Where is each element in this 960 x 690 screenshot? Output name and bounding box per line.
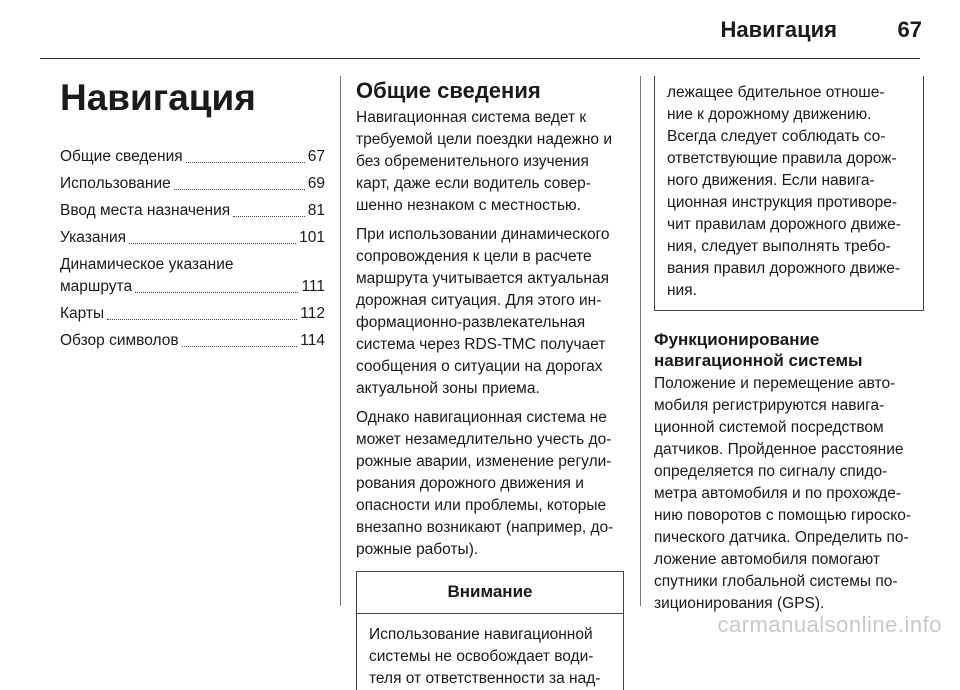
toc-entry[interactable] [60,330,325,352]
toc-label-line1: Динамическое указание [60,256,234,273]
text-column-2 [356,72,624,690]
toc-page: 81 [307,202,325,219]
toc-label: Обзор символов [60,332,179,349]
toc-page: 101 [299,229,325,246]
paragraph: Навигационная система ведет к требуемой цели поездки надежно и без обременительного изучения карт, даже если водитель совер- шенно незнаком с местностью. [356,109,612,214]
section-heading: Функционирование навигационной системы [654,330,863,370]
column-divider-1 [340,76,341,606]
column-divider-2 [640,76,641,606]
table-of-contents [60,146,325,352]
toc-leader [182,346,298,347]
toc-label: Ввод места назначения [60,202,231,219]
text-column-3 [654,76,924,622]
toc-label: Общие сведения [60,148,183,165]
toc-page: 67 [307,148,325,165]
toc-leader [135,292,298,293]
toc-label: Указания [60,229,127,246]
running-head-title: Навигация [720,17,837,42]
toc-label: Использование [60,175,171,192]
toc-page: 114 [300,332,325,349]
toc-entry[interactable] [60,227,325,249]
warning-box-continued [654,76,924,311]
paragraph: Однако навигационная система не может незамедлительно учесть до- рожные аварии, изменение регули- рования дорожного движения и опасности или проблемы, которые внезапно возникают (например, до- рожные работы). [356,409,614,558]
page-number: 67 [897,17,922,42]
toc-entry-multiline[interactable] [60,254,325,298]
toc-page: 112 [300,305,325,322]
watermark: carmanualsonline.info [717,612,942,637]
section-heading: Общие сведения [356,78,541,103]
toc-page: 111 [301,278,325,295]
toc-leader [107,319,297,320]
toc-column [60,72,325,357]
toc-label: Карты [60,305,105,322]
toc-leader [129,243,296,244]
warning-box [356,571,624,690]
toc-leader [233,216,305,217]
warning-text-continued: лежащее бдительное отноше- ние к дорожному движению. Всегда следует соблюдать со- ответствующие правила дорож- ного движения. Если навига- ционная инструкция противоре- чит правилам дорожного движе- ния, следует выполнять требо- вания правил дорожного движе- ния. [667,84,901,299]
toc-entry[interactable] [60,200,325,222]
toc-label: маршрута [60,278,133,295]
warning-title: Внимание [357,572,623,614]
toc-leader [174,189,305,190]
paragraph: Положение и перемещение авто- мобиля регистрируются навига- ционной системой посредством датчиков. Пройденное расстояние определяется по сигналу спидо- метра автомобиля и по прохожде- нию поворотов с помощью гироско- пического датчика. Определить по- ложение автомобиля помогают спутники глобальной системы по- зиционирования (GPS). [654,375,911,612]
chapter-title: Навигация [60,77,256,118]
toc-entry[interactable] [60,173,325,195]
header-rule [40,58,920,59]
page-header [0,0,960,62]
paragraph: При использовании динамического сопровождения к цели в расчете маршрута учитывается актуальная дорожная ситуация. Для этого ин- формационно-развлекательная система через RDS-TMC получает сообщения о ситуации на дорогах актуальной зоны приема. [356,226,610,397]
toc-page: 69 [307,175,325,192]
toc-leader [186,162,305,163]
toc-entry[interactable] [60,303,325,325]
toc-entry[interactable] [60,146,325,168]
warning-text: Использование навигационной системы не освобождает води- теля от ответственности за над- [369,626,601,687]
